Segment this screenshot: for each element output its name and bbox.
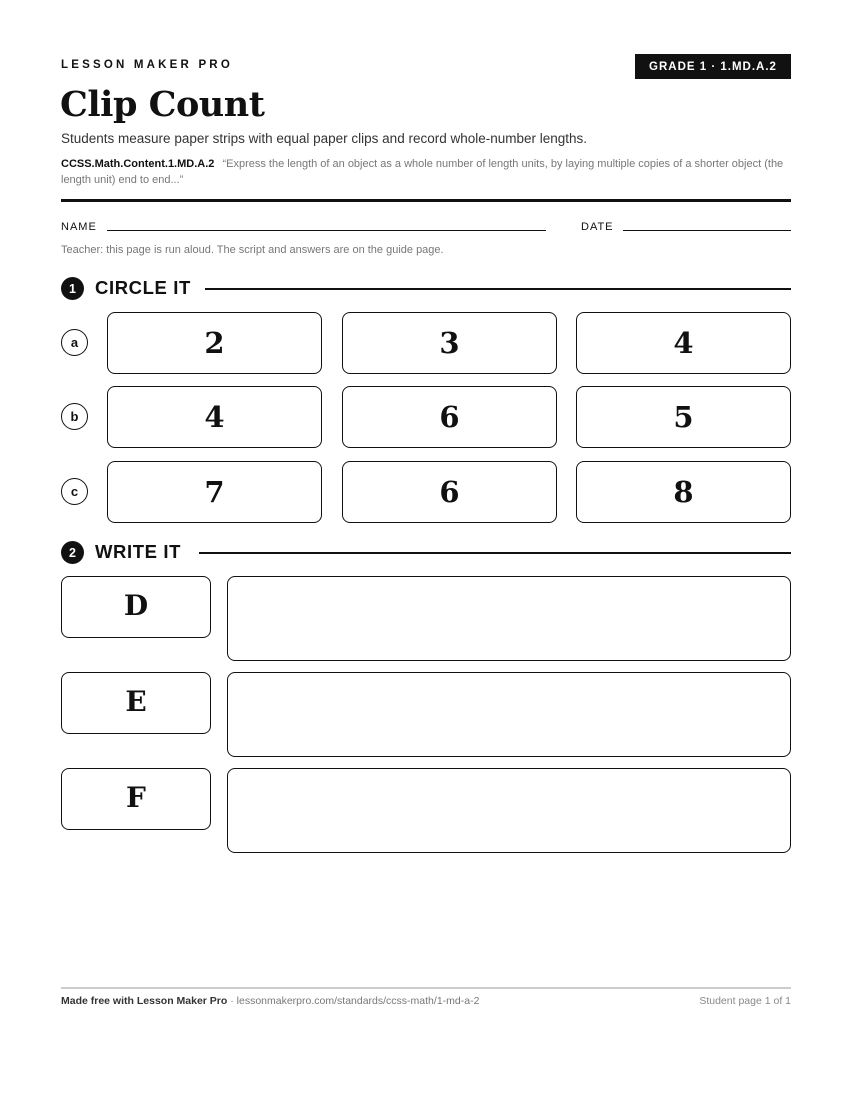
footer-credit xyxy=(61,995,479,1007)
date-field[interactable] xyxy=(623,230,791,231)
footer-page-number: Student page 1 of 1 xyxy=(699,995,791,1007)
choice-a-3[interactable]: 4 xyxy=(576,312,791,374)
choice-a-1[interactable]: 2 xyxy=(107,312,322,374)
teacher-note: Teacher: this page is run aloud. The script and answers are on the guide page. xyxy=(61,244,444,256)
section-number: 1 xyxy=(61,277,84,300)
name-label: NAME xyxy=(61,221,97,233)
brand-name: LESSON MAKER PRO xyxy=(61,59,233,71)
footer-separator: · xyxy=(227,995,237,1007)
standard-code: CCSS.Math.Content.1.MD.A.2 xyxy=(61,158,215,170)
header-divider xyxy=(61,199,791,202)
row-marker-a: a xyxy=(61,329,88,356)
section-title: WRITE IT xyxy=(95,541,193,563)
choice-b-2[interactable]: 6 xyxy=(342,386,557,448)
footer-divider xyxy=(61,987,791,989)
name-field[interactable] xyxy=(107,230,546,231)
row-marker-c: c xyxy=(61,478,88,505)
section-write-it-header xyxy=(61,540,791,564)
letter-box-d: D xyxy=(61,576,211,638)
choice-b-1[interactable]: 4 xyxy=(107,386,322,448)
footer-url[interactable]: lessonmakerpro.com/standards/ccss-math/1-md-a-2 xyxy=(236,995,480,1007)
choice-a-2[interactable]: 3 xyxy=(342,312,557,374)
letter-box-e: E xyxy=(61,672,211,734)
write-box-e[interactable] xyxy=(227,672,791,757)
choice-c-1[interactable]: 7 xyxy=(107,461,322,523)
standard-quote: “Express the length of an object as a whole number of length units, by laying multiple copies of a shorter object (the length unit) end to end...” xyxy=(61,158,784,186)
standard-description xyxy=(61,156,791,188)
grade-badge: GRADE 1 · 1.MD.A.2 xyxy=(635,54,791,79)
section-rule xyxy=(199,552,791,554)
section-title: CIRCLE IT xyxy=(95,277,203,299)
choice-b-3[interactable]: 5 xyxy=(576,386,791,448)
section-rule xyxy=(205,288,791,290)
footer-made-with: Made free with Lesson Maker Pro xyxy=(61,995,228,1007)
letter-box-f: F xyxy=(61,768,211,830)
choice-c-3[interactable]: 8 xyxy=(576,461,791,523)
section-circle-it-header xyxy=(61,276,791,300)
date-label: DATE xyxy=(581,221,614,233)
section-number: 2 xyxy=(61,541,84,564)
write-box-d[interactable] xyxy=(227,576,791,661)
page-title: Clip Count xyxy=(60,84,265,125)
choice-c-2[interactable]: 6 xyxy=(342,461,557,523)
write-box-f[interactable] xyxy=(227,768,791,853)
page-subtitle: Students measure paper strips with equal paper clips and record whole-number lengths. xyxy=(61,131,588,146)
row-marker-b: b xyxy=(61,403,88,430)
